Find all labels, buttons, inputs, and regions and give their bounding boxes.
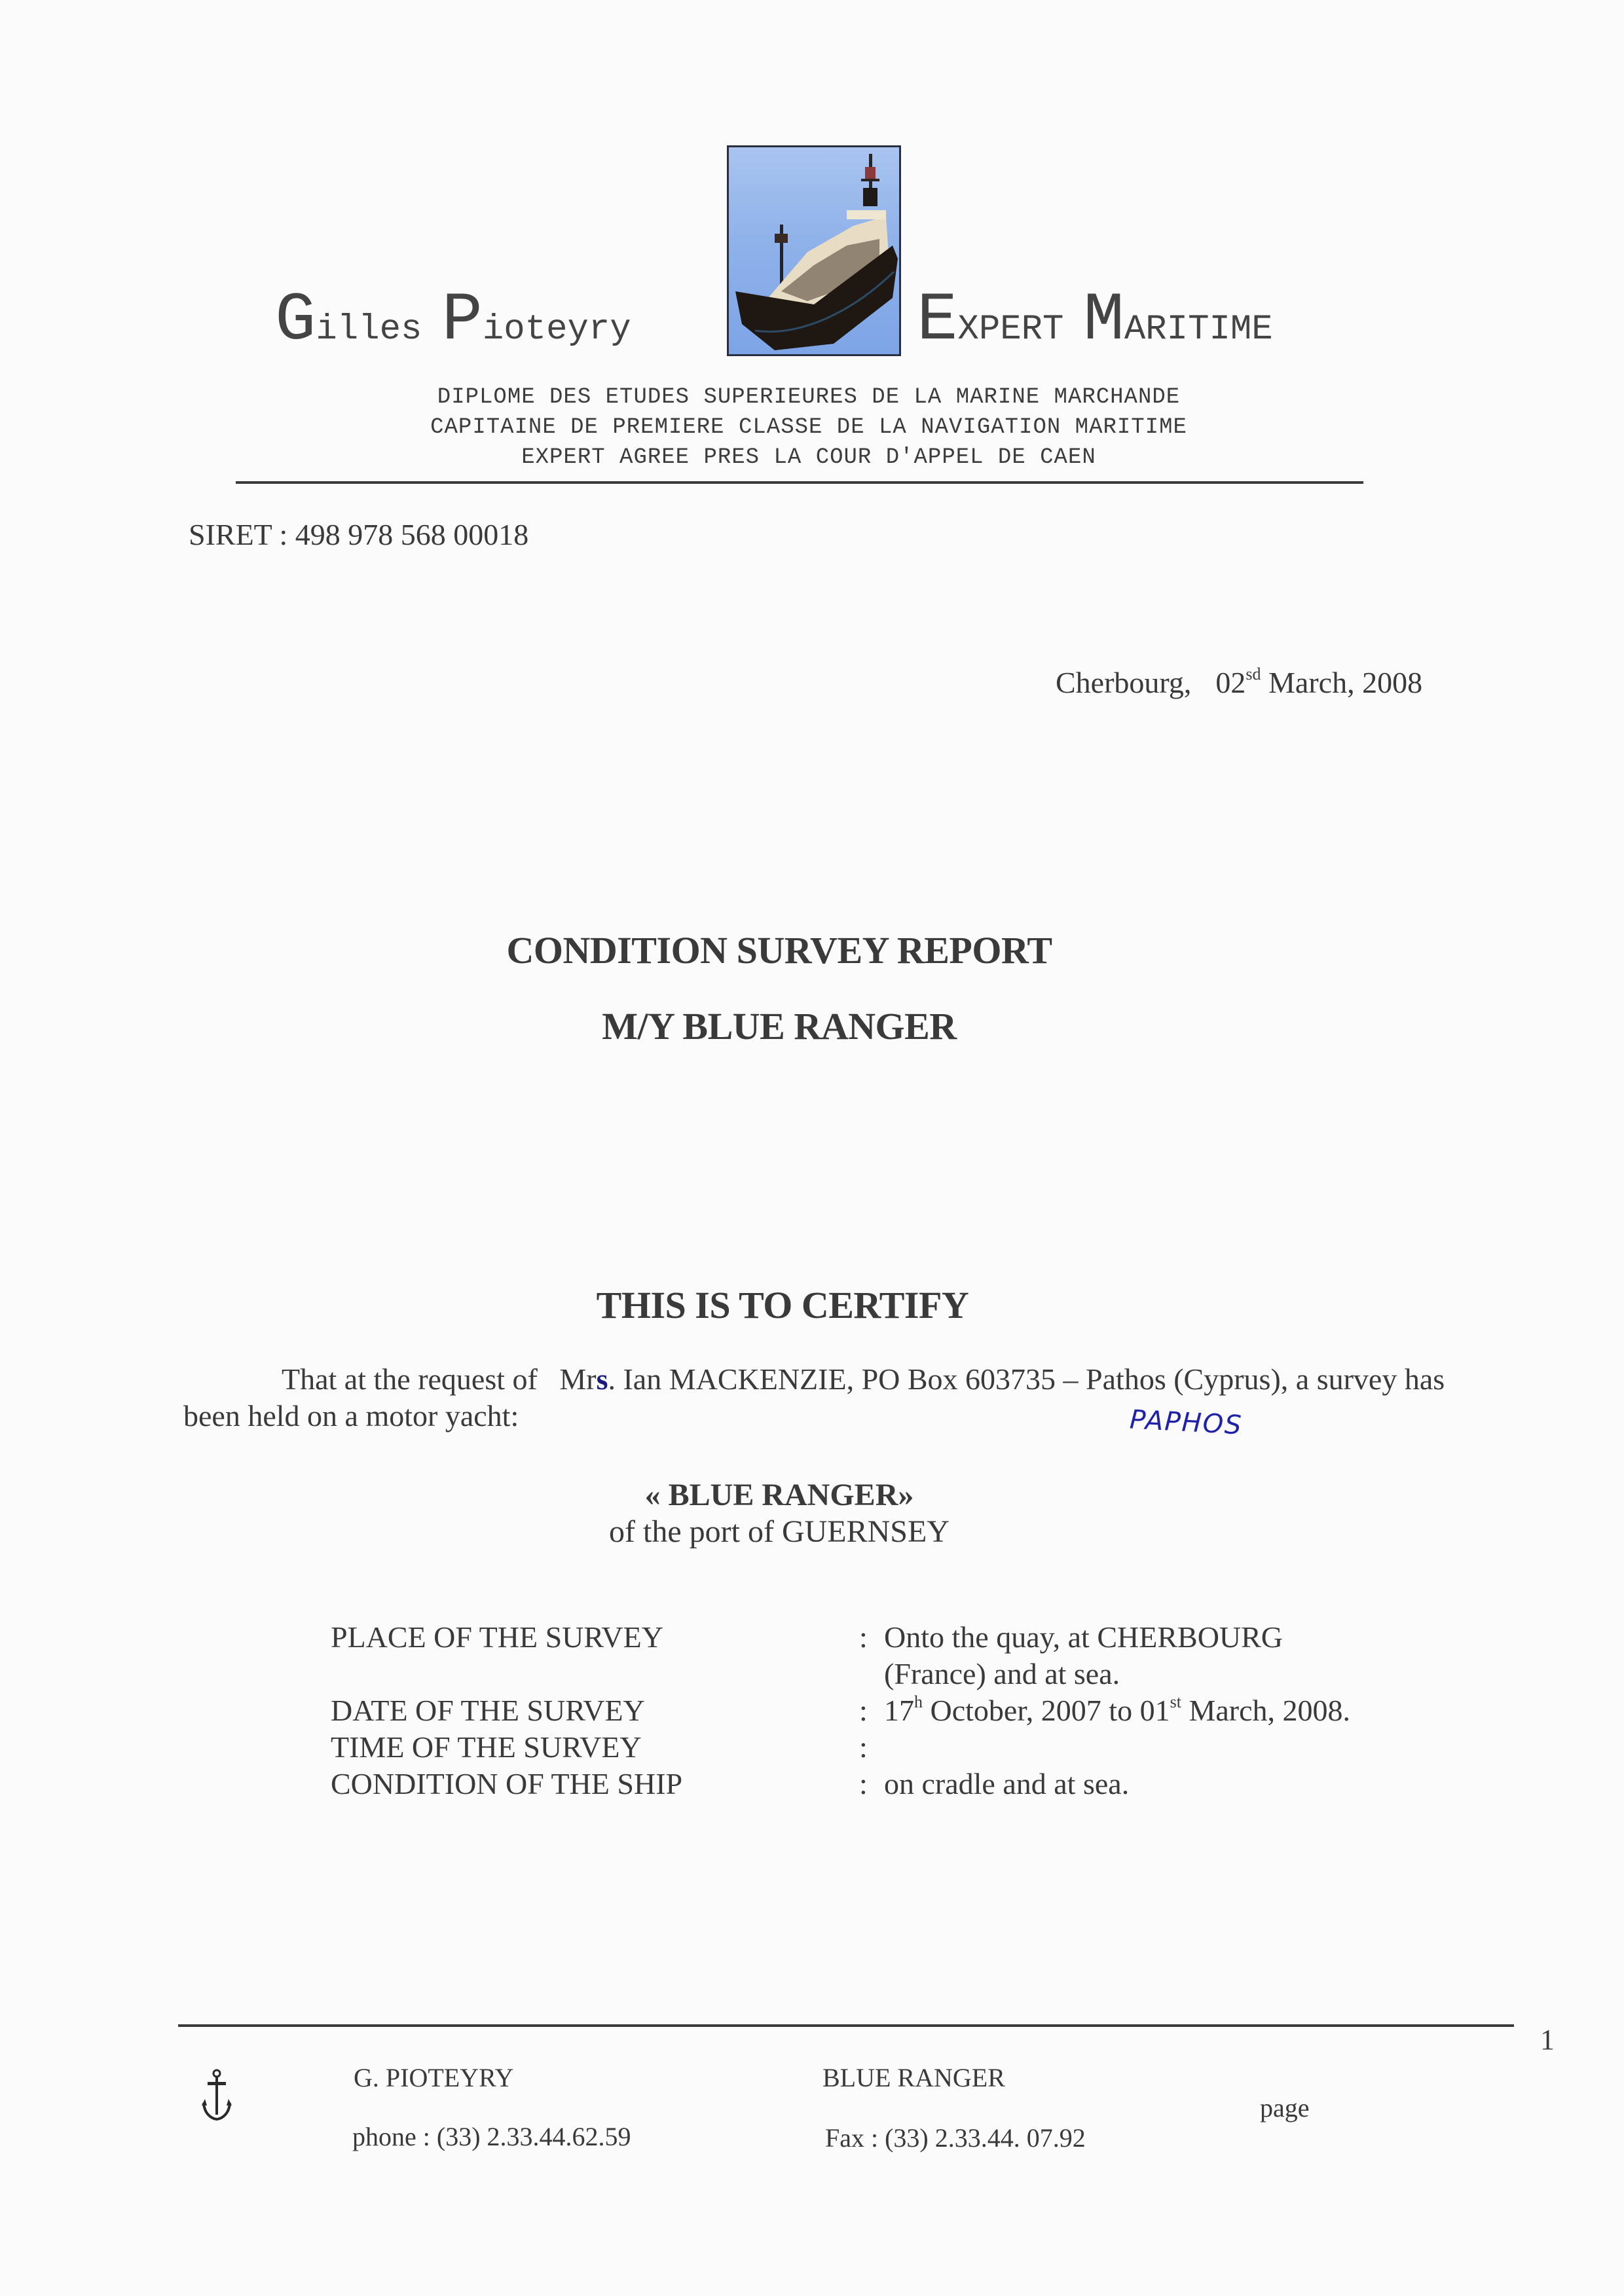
survey-label-time: TIME OF THE SURVEY xyxy=(331,1730,642,1764)
title-rest-maritime: ARITIME xyxy=(1124,310,1273,350)
footer-fax: Fax : (33) 2.33.44. 07.92 xyxy=(825,2123,1086,2153)
anchor-icon xyxy=(202,2069,232,2121)
request-paragraph-line-1 xyxy=(282,1362,1445,1396)
surname-rest: ioteyry xyxy=(482,310,631,350)
start-day: 17 xyxy=(884,1694,914,1727)
separator: : xyxy=(859,1767,868,1800)
ship-logo-image xyxy=(727,145,901,356)
footer-vessel: BLUE RANGER xyxy=(822,2063,1005,2092)
port-of-registry: of the port of GUERNSEY xyxy=(609,1514,950,1549)
client-title: Mr xyxy=(559,1362,597,1396)
name-rest: illes xyxy=(316,310,422,350)
qualification-line: EXPERT AGREE PRES LA COUR D'APPEL DE CAEN xyxy=(521,445,1096,470)
survey-label-condition: CONDITION OF THE SHIP xyxy=(331,1767,683,1800)
survey-label-place: PLACE OF THE SURVEY xyxy=(331,1620,663,1654)
qualification-line: DIPLOME DES ETUDES SUPERIEURES DE LA MARINE MARCHANDE xyxy=(437,385,1181,410)
survey-label-date: DATE OF THE SURVEY xyxy=(331,1694,645,1727)
date-day: 02 xyxy=(1215,666,1246,699)
header-divider xyxy=(236,481,1363,484)
date-range-end: March, 2008. xyxy=(1181,1694,1350,1727)
ship-icon xyxy=(729,147,899,354)
qualifications xyxy=(236,382,1382,473)
survey-value-place-line-2: (France) and at sea. xyxy=(884,1657,1120,1690)
client-details: Ian MACKENZIE, PO Box 603735 – Pathos (Cyprus), a survey has xyxy=(615,1362,1445,1396)
footer-divider xyxy=(178,2024,1514,2027)
survey-value-place-line-1: Onto the quay, at CHERBOURG xyxy=(884,1620,1283,1654)
date-month-year: March, 2008 xyxy=(1268,666,1423,699)
title-initial-e: E xyxy=(917,282,958,359)
certify-heading: THIS IS TO CERTIFY xyxy=(596,1284,969,1326)
footer-page-label: page xyxy=(1260,2093,1310,2123)
footer-name: G. PIOTEYRY xyxy=(354,2063,514,2092)
footer-phone: phone : (33) 2.33.44.62.59 xyxy=(352,2122,631,2151)
separator: : xyxy=(859,1694,868,1727)
name-initial: G xyxy=(275,282,316,359)
client-title-dot: . xyxy=(608,1362,616,1396)
vessel-name: « BLUE RANGER» xyxy=(644,1478,914,1512)
request-paragraph-line-2: been held on a motor yacht: xyxy=(183,1399,519,1432)
survey-value-condition: on cradle and at sea. xyxy=(884,1767,1130,1800)
letterhead-name xyxy=(275,282,631,359)
title-rest-expert: XPERT xyxy=(957,310,1064,350)
place-date xyxy=(1056,665,1422,700)
siret-number: SIRET : 498 978 568 00018 xyxy=(189,518,529,551)
handwritten-correction: PAPHOS xyxy=(1128,1404,1244,1441)
letterhead-title xyxy=(917,282,1273,359)
date-range-middle: October, 2007 to 01 xyxy=(923,1694,1170,1727)
separator: : xyxy=(859,1730,868,1764)
handwritten-title-mark: s xyxy=(596,1362,608,1396)
city: Cherbourg, xyxy=(1056,666,1192,699)
start-day-suffix: h xyxy=(914,1692,923,1711)
separator: : xyxy=(859,1620,868,1654)
date-day-suffix: sd xyxy=(1246,665,1261,683)
vessel-title: M/Y BLUE RANGER xyxy=(602,1005,957,1048)
surname-initial: P xyxy=(441,282,483,359)
title-initial-m: M xyxy=(1083,282,1124,359)
survey-value-date xyxy=(884,1693,1350,1728)
qualification-line: CAPITAINE DE PREMIERE CLASSE DE LA NAVIGATION MARITIME xyxy=(430,415,1187,440)
request-lead: That at the request of xyxy=(282,1362,538,1396)
report-title: CONDITION SURVEY REPORT xyxy=(506,929,1052,972)
page-number: 1 xyxy=(1540,2024,1555,2056)
end-day-suffix: st xyxy=(1170,1692,1181,1711)
